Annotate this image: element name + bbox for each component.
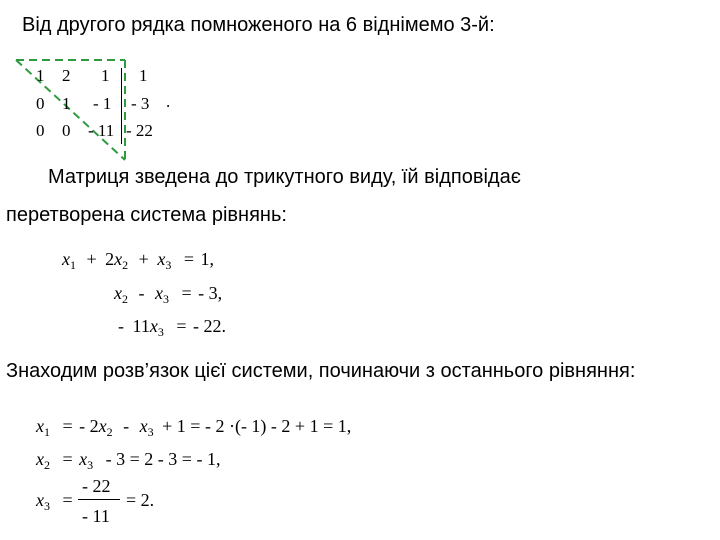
matrix-cell: 0 xyxy=(62,121,71,140)
fraction-numerator: - 22 xyxy=(82,476,111,496)
matrix-cell: 1 xyxy=(139,66,148,85)
matrix-cell: 0 xyxy=(36,121,45,140)
matrix-period: . xyxy=(166,92,171,111)
equation-3: - $11x_3$ = - 22. xyxy=(118,316,226,339)
matrix-cell: 2 xyxy=(62,66,71,85)
matrix-cell: 1 xyxy=(101,66,110,85)
fraction-result: = 2. xyxy=(126,490,155,510)
fraction-bar xyxy=(78,499,120,500)
paragraph-line: Матриця зведена до трикутного виду, їй відповідає xyxy=(48,166,521,188)
matrix-cell: - 22 xyxy=(126,121,153,140)
fraction-denominator: - 11 xyxy=(82,506,110,526)
equation-2: $x_2 - x_3$ = - 3, xyxy=(114,283,223,306)
matrix-cell: 1 xyxy=(62,94,71,113)
paragraph-line: перетворена система рівнянь: xyxy=(6,204,287,226)
solution-heading: Знаходим розв’язок цієї системи, починаючи з останнього рівняння: xyxy=(6,360,636,382)
matrix-cell: - 3 xyxy=(131,94,150,113)
solution-line-2: $x_2 = x_3 - 3 = 2 - 3$ = - 1, xyxy=(36,449,221,472)
matrix-cell: - 1 xyxy=(93,94,112,113)
heading-text: Від другого рядка помноженого на 6 віднімемо 3-й: xyxy=(22,14,495,36)
matrix-cell: - 11 xyxy=(88,121,115,140)
solution-line-3: $x_3$ = xyxy=(36,490,73,513)
matrix-cell: 1 xyxy=(36,66,45,85)
augmented-divider xyxy=(121,68,122,144)
solution-line-1: $x_1$ = - $2x_2 - x_3 + 1$ = - 2 ·(- 1) - 2 + 1 = 1, xyxy=(36,416,352,439)
equation-1: $x_1 + 2x_2 + x_3 = 1$, xyxy=(62,249,214,272)
matrix-cell: 0 xyxy=(36,94,45,113)
